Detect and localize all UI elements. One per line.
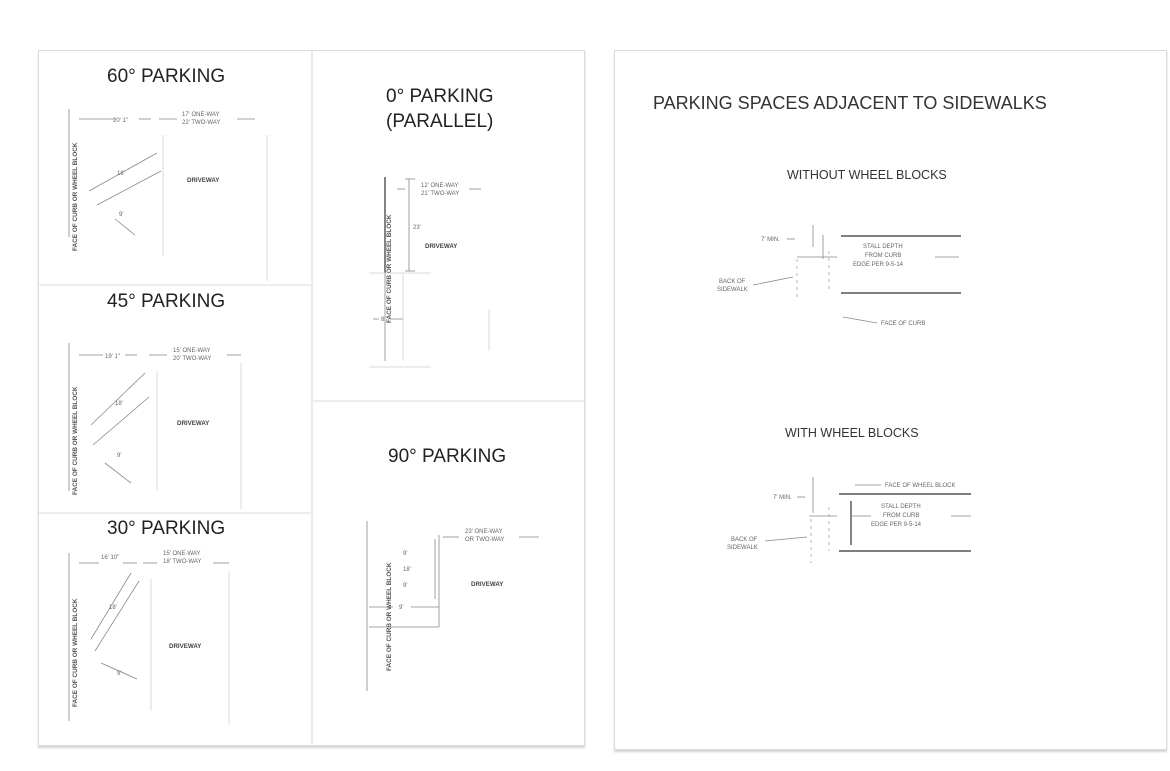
face-of-wheel-block-label: FACE OF WHEEL BLOCK: [885, 483, 956, 489]
diagram-45-parking: [69, 291, 241, 509]
stall-depth-with-3: EDGE PER 9-5-14: [871, 522, 922, 528]
diagram-60-parking: [69, 66, 267, 281]
stall-depth-without-3: EDGE PER 9-5-14: [853, 262, 904, 268]
subtitle-with-wheel-blocks: WITH WHEEL BLOCKS: [785, 426, 919, 440]
stall-width-90: 9': [399, 605, 404, 611]
title-0-line1: 0° PARKING: [386, 86, 494, 107]
diagram-with-wheel-blocks: [727, 426, 971, 563]
stall-depth-without-2: FROM CURB: [865, 253, 902, 259]
curb-label-30: FACE OF CURB OR WHEEL BLOCK: [72, 598, 79, 707]
driveway-90: DRIVEWAY: [471, 581, 504, 588]
stall-depth-with-2: FROM CURB: [883, 513, 920, 519]
right-sheet-title: PARKING SPACES ADJACENT TO SIDEWALKS: [653, 93, 1047, 113]
depth-90: 18': [403, 567, 411, 573]
left-drawing-sheet: [38, 50, 585, 746]
aisle-0-one-way: 12' ONE-WAY: [421, 183, 459, 189]
aisle-30-two-way: 18' TWO-WAY: [163, 559, 202, 565]
back-sidewalk-with-1: BACK OF: [731, 537, 758, 543]
curb-label-45: FACE OF CURB OR WHEEL BLOCK: [72, 386, 79, 495]
driveway-60: DRIVEWAY: [187, 177, 220, 184]
stall-width-30: 16' 10": [101, 555, 120, 561]
aisle-45-one-way: 15' ONE-WAY: [173, 348, 211, 354]
width-30: 9': [117, 671, 122, 677]
title-90: 90° PARKING: [388, 446, 507, 467]
width-60: 9': [119, 212, 124, 218]
back-sidewalk-without-1: BACK OF: [719, 279, 746, 285]
aisle-90-one-way: 23' ONE-WAY: [465, 529, 503, 535]
stall-width-45: 19' 1": [105, 354, 120, 360]
width-45: 9': [117, 453, 122, 459]
title-60: 60° PARKING: [107, 66, 226, 87]
stall-depth-without-1: STALL DEPTH: [863, 244, 903, 250]
aisle-60-two-way: 22' TWO-WAY: [182, 120, 221, 126]
parking-angles-diagram: [39, 51, 584, 745]
right-drawing-sheet: [614, 50, 1167, 750]
stall-depth-with-1: STALL DEPTH: [881, 504, 921, 510]
width-0: 8': [381, 317, 386, 323]
diagram-90-parking: [367, 446, 539, 691]
width-90-b: 9': [403, 583, 408, 589]
driveway-30: DRIVEWAY: [169, 643, 202, 650]
back-sidewalk-with-2: SIDEWALK: [727, 545, 758, 551]
diagram-30-parking: [69, 518, 229, 725]
stall-line-60-b: [97, 171, 161, 205]
subtitle-without-wheel-blocks: WITHOUT WHEEL BLOCKS: [787, 168, 947, 182]
back-sidewalk-without-2: SIDEWALK: [717, 287, 748, 293]
aisle-0-two-way: 21' TWO-WAY: [421, 191, 460, 197]
depth-30: 18': [109, 605, 117, 611]
aisle-30-one-way: 15' ONE-WAY: [163, 551, 201, 557]
curb-label-0: FACE OF CURB OR WHEEL BLOCK: [386, 214, 393, 323]
aisle-90-two-way: OR TWO-WAY: [465, 537, 505, 543]
title-45: 45° PARKING: [107, 291, 226, 312]
diagram-without-wheel-blocks: [717, 168, 961, 327]
face-of-curb-label: FACE OF CURB: [881, 321, 926, 327]
min-without: 7' MIN.: [761, 237, 780, 243]
curb-label-60: FACE OF CURB OR WHEEL BLOCK: [72, 142, 79, 251]
stall-width-60: 20' 1": [113, 118, 128, 124]
driveway-45: DRIVEWAY: [177, 420, 210, 427]
title-0-line2: (PARALLEL): [386, 111, 494, 132]
aisle-60-one-way: 17' ONE-WAY: [182, 112, 220, 118]
sidewalk-parking-diagram: [615, 51, 1166, 749]
title-30: 30° PARKING: [107, 518, 226, 539]
min-with: 7' MIN.: [773, 495, 792, 501]
curb-label-90: FACE OF CURB OR WHEEL BLOCK: [386, 562, 393, 671]
length-0: 23': [413, 225, 421, 231]
depth-45: 18': [115, 401, 123, 407]
aisle-45-two-way: 20' TWO-WAY: [173, 356, 212, 362]
diagram-0-parking: [369, 86, 494, 367]
driveway-0: DRIVEWAY: [425, 243, 458, 250]
depth-60: 18': [117, 171, 125, 177]
width-90-a: 9': [403, 551, 408, 557]
